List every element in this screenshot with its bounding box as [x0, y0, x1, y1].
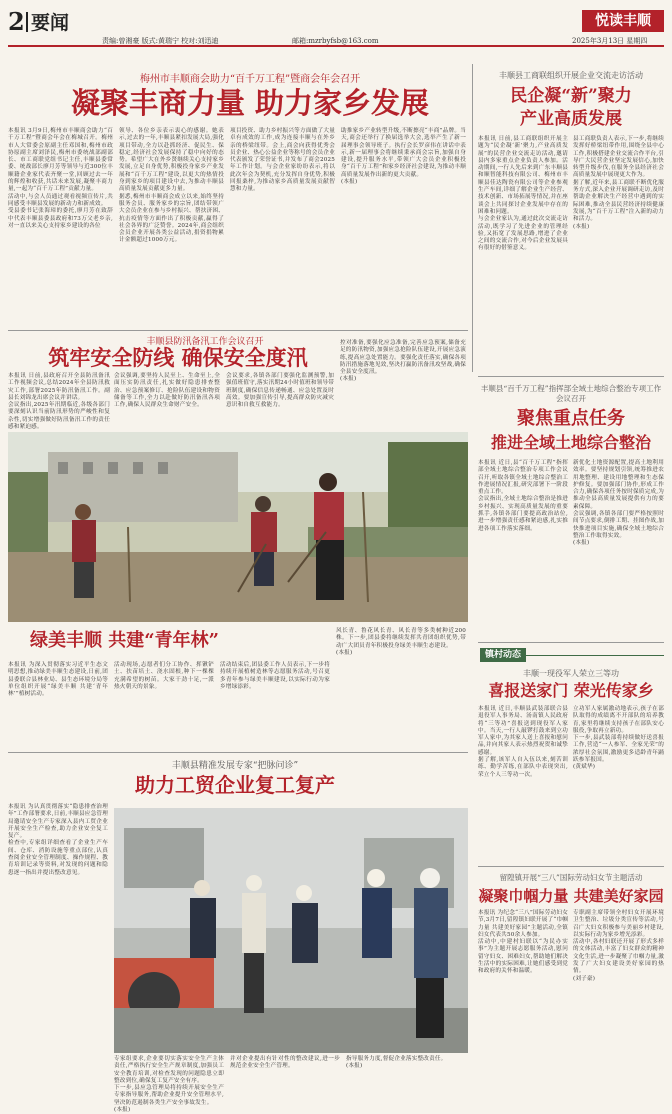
art5-kicker: 丰顺县“百千万工程”指挥部全域土地综合整治专项工作会议召开 [480, 384, 662, 403]
inspection-illustration [114, 808, 468, 1053]
art3-col4: 控对准备,要强化应急准备,完善应急预案,储备充足的防汛物资,加强应急抢险队伍建设,开展应急演练,提高应急处置能力。要强化责任落实,确保各项防汛措施落地见效,坚决打赢防汛备汛攻坚战,确保全县安全度汛。 (本报) [340, 340, 466, 383]
art2-title-line2: 产业高质发展 [520, 109, 622, 129]
divider-horizontal [8, 330, 468, 331]
art5-title-line2: 推进全域土地综合整治 [490, 433, 651, 452]
section-tag-label: 镇村动态 [484, 650, 521, 660]
masthead-rule [8, 45, 664, 47]
art2-kicker: 丰顺县工商联组织开展企业交流走访活动 [499, 71, 643, 80]
art1-col1: 本报讯 3月9日,梅州市丰顺商会助力“百千万工程”暨商会年会在梅城召开。梅州市人大常委会原副主任邓国和,梅州市政协原副主席刘泽民,梅州市委统战部副部长、市工商联党组书记主任,丰顺县委常委、统战部长廖月芳等领导与近300位丰顺籍企业家代表齐聚一堂,回顾过去一年的辉煌和收获,共话未来发展,凝聚丰商力量,一起为“百千万工程”贡献力量。 活动中,与会人员通过观看视频宣传片,共同感受丰顺县发展的新动力和新成效。 受县委书记张海璋的委托,廖月芳在致辞中代表丰顺县委县政府和73万父老乡亲,对一直以来关心支持家乡建设的各位 [8, 128, 113, 229]
art4-col3: 活动结束后,团县委工作人员表示,下一步将持续开展植树造林等志愿服务活动,号召更多青年参与绿美丰顺建设,以实际行动为家乡增绿添彩。 [220, 662, 330, 690]
art6-col2: 专家组要求,企业要切实落实安全生产主体责任,严格执行安全生产规章制度,加强员工安全教育培训,对检查发现的问题隐患立即整改到位,确保复工复产安全有序。 下一步,县应急管理局将持续开展安全生产专家指导服务,帮助企业提升安全管理水平,坚决防范遏制各类生产安全事故发生。 (本报) [114, 1056, 224, 1114]
art4-col2: 活动现场,志愿者们分工协作、挥锹铲土、扶苗培土、浇水固根,种下一棵棵充满希望的树苗。大家干劲十足,一派热火朝天的景象。 [114, 662, 214, 690]
art7-kicker: 留隍镇开展“三八”国际劳动妇女节主题活动 [499, 873, 643, 882]
art6-title: 助力工贸企业复工复产 [135, 773, 335, 797]
brand-name: 悦读丰顺 [595, 13, 651, 29]
inspection-photo [114, 808, 468, 1053]
art2-col1: 本报讯 日前,县工商联组织开展主题为“民企凝‘新’聚力,产业高质发展”的民营企业交流走访活动,邀请县内多家重点企业负责人参加。活动期间,一行人先后来到广东丰顺县和顺智能科技有限公司、梅州市丰顺县佳达陶瓷有限公司等企业参观生产车间,详细了解企业生产经营、技术创新、市场拓展等情况,并在座谈会上共同探讨企业发展中存在的困难和问题。 与会企业家认为,通过此次交流走访活动,既学习了先进企业的管理经验,又拓宽了发展思路,增进了企业之间的交流合作,对今后企业发展具有很好的借鉴意义。 [478, 136, 568, 252]
art1-col2: 领导、各位乡亲表示衷心的感谢。她表示,过去的一年,丰顺县紧扣发展大局,强化项目带动,全力以赴抓经济、促民生、保稳定,经济社会发展保持了稳中向好的态势。希望广大在外乡贤继续关心支持家乡发展,立足自身优势,积极投身家乡产业发展和“百千万工程”建设,以更大的热情投身到家乡的项目建设中去,为推动丰顺县高质量发展贡献更多力量。 据悉,梅州市丰顺商会成立以来,始终坚持服务会员、服务家乡的宗旨,团结带领广大会员企业在参与乡村振兴、帮扶济困、抗击疫情等方面作出了积极贡献,赢得了社会各界的广泛赞誉。2024年,商会组织会员企业开展各类公益活动,捐资捐物累计金额超过1000万元。 [119, 128, 224, 244]
art3-col2: 会议强调,要坚持人民至上、生命至上,全面压实防汛责任,扎实做好隐患排查整治、应急预案修订、抢险队伍建设和物资储备等工作,全力以赴做好防汛备汛各项工作,确保人民群众生命财产安全。 [114, 373, 220, 409]
special-kicker: 丰顺一现役军人荣立三等功 [523, 669, 619, 678]
divider-horizontal [478, 866, 664, 867]
tag-rule [526, 655, 664, 656]
editors-line: 责编:曾湘豪 版式:黄瑞宁 校对:刘迅迪 [102, 37, 219, 45]
art6-col3: 并对企业提出有针对性的整改建议,进一步规范企业安全生产管理。 [230, 1056, 340, 1070]
art7-col2: 专职副主席带领全村妇女开展环境卫生整治、垃圾分类宣传等活动,号召广大妇女积极参与美丽乡村建设,以实际行动为家乡增光添彩。 活动中,各村妇联还开展了形式多样的文体活动,丰富了妇女群众的精神文化生活,进一步凝聚了巾帼力量,激发了广大妇女建设美好家园的热情。 (刘子豪) [573, 910, 664, 982]
art2-title-line1: 民企凝“新”聚力 [510, 86, 632, 106]
art1-col3: 项目投资、助力乡村振兴等方面做了大量卓有成效的工作,成为连接丰顺与在外乡亲的桥梁纽带。会上,商会向获得优秀会员企业、热心公益企业等称号的会员企业代表颁发了荣誉证书,并发布了商会2025年工作计划。与会企业家纷纷表示,将以此次年会为契机,充分发挥自身优势,积极回报桑梓,为推动家乡高质量发展贡献智慧和力量。 [230, 128, 335, 193]
editor-email: 邮箱:mzrbyfsb@163.com [292, 37, 379, 45]
art6-kicker: 丰顺县精准发展专家“把脉问诊” [171, 761, 299, 771]
art1-kicker: 梅州市丰顺商会助力“百千万工程”暨商会年会召开 [139, 74, 361, 85]
art1-title: 凝聚丰商力量 助力家乡发展 [70, 86, 430, 120]
art7-title: 凝聚巾帼力量 共建美好家园 [478, 887, 664, 905]
art1-col4: 助推家乡产业转型升级,不断擦亮“丰商”品牌。当天,商会还举行了换届选举大会,选举产生了新一届理事会领导班子。执行会长罗彦伟在讲话中表示,新一届理事会将继续秉承商会宗旨,加强自身建设,提升服务水平,带领广大会员企业积极投身“百千万工程”和家乡经济社会建设,为推动丰顺高质量发展作出新的更大贡献。 (本报) [341, 128, 466, 186]
photo1-caption: 绿美丰顺 共建“青年林” [30, 630, 219, 651]
art5-col2: 新优化土地资源配置,提高土地利用效率。要坚持规划引领,统筹推进农用地整理、建设用地整理和生态保护修复。要加强部门协作,形成工作合力,确保各项任务按时保质完成,为推动全县高质量发展提供有力的要素保障。 会议强调,各镇各部门要严格按照时间节点要求,倒排工期、挂图作战,加快推进项目实施,确保全域土地综合整治工作取得实效。 (本报) [573, 460, 664, 547]
art3-col1: 本报讯 日前,县政府召开全县防汛备汛工作视频会议,总结2024年全县防汛救灾工作,部署2025年防汛备汛工作。副县长刘锦龙出席会议并讲话。 会议指出,2025年汛期临近,各级各部门要深刻认识当前防汛形势的严峻性和复杂性,切实增强做好防汛备汛工作的责任感和紧迫感。 [8, 373, 110, 431]
section-tag [480, 648, 526, 662]
art4-col4: 风长青、鲁花风长青、风长青等多类树种近200株。下一步,团县委将继续发挥共青团组织优势,带动广大团员青年积极投身绿美丰顺生态建设。 (本报) [336, 628, 466, 656]
art3-kicker: 丰顺县防汛备汛工作会议召开 [146, 337, 264, 347]
special-col2: 立功军人家属激动地表示,孩子在部队取得的成绩离不开部队的培养教育,家里将继续支持孩子在部队安心服役,争取再立新功。 下一步,县武装部将持续做好送喜报工作,营造“一人参军、全家光荣”的浓厚社会氛围,激励更多适龄青年踊跃参军报国。 (黄斌华) [573, 706, 664, 771]
divider-horizontal [478, 376, 664, 377]
page-number: 2 [8, 7, 25, 36]
art4-col1: 本报讯 为深入贯彻落实习近平生态文明思想,推动绿美丰顺生态建设,日前,团县委联合县林业局、县生态环境分局等单位组织开展“绿美丰顺 共建‘青年林’”植树活动。 [8, 662, 108, 698]
divider-horizontal [478, 642, 664, 643]
issue-date: 2025年3月13日 [572, 37, 625, 45]
art3-title: 筑牢安全防线 确保安全度汛 [48, 345, 308, 370]
tree-planting-photo [8, 432, 468, 622]
special-title: 喜报送家门 荣光传家乡 [488, 681, 654, 700]
art6-col1: 本报讯 为认真贯彻落实“隐患排查治理年”工作部署要求,日前,丰顺县应急管理局邀请安全生产专家深入县内工贸企业开展安全生产检查,助力企业安全复工复产。 检查中,专家组详细查看了企业生产车间、仓库、消防设施等重点部位,认真查阅企业安全管理制度、操作规程、教育培训记录等资料,对发现的问题和隐患逐一指出并提出整改意见。 [8, 804, 108, 876]
art5-title-line1: 聚焦重点任务 [517, 408, 625, 429]
art5-col1: 本报讯 近日,县“百千万工程”指挥部全域土地综合整治专项工作会议召开,听取各镇全域土地综合整治工作进展情况汇报,研究部署下一阶段重点工作。 会议指出,全域土地综合整治是推进乡村振兴、实现高质量发展的重要抓手,各镇各部门要提高政治站位,进一步增强责任感和紧迫感,扎实推进各项工作落实落细。 [478, 460, 568, 532]
art6-col4: 指导服务力度,督促企业落实整改责任。 (本报) [346, 1056, 447, 1070]
tree-planting-illustration [8, 432, 468, 622]
section-title: 要闻 [31, 12, 70, 34]
art2-col2: 县工商联负责人表示,下一步,将继续发挥好桥梁纽带作用,围绕全县中心工作,积极搭建企业交流合作平台,引导广大民营企业坚定发展信心,加快转型升级步伐,在服务全县经济社会高质量发展中展现更大作为。 据了解,近年来,县工商联不断优化服务方式,深入企业开展调研走访,及时帮助企业解决生产经营中遇到的实际困难,推动全县民营经济持续健康发展,为“百千万工程”注入新的动力和活力。 (本报) [573, 136, 664, 230]
divider [26, 12, 28, 32]
brand-box [582, 10, 664, 32]
special-col1: 本报讯 近日,丰顺县武装部联合县退役军人事务局、汤南镇人民政府将“三等功”喜报送到现役军人家中。当天,一行人敲锣打鼓来到立功军人家中,为其家人送上喜报和慰问品,并向其家人表示热烈祝贺和诚挚感谢。 据了解,该军人自入伍以来,刻苦训练、勤学苦练,在部队中表现突出,荣立个人三等功一次。 [478, 706, 568, 778]
divider-vertical [472, 64, 473, 372]
art7-col1: 本报讯 为纪念“三八”国际劳动妇女节,3月7日,留隍镇妇联开展了“巾帼力量 共建美好家园”主题活动,全镇妇女代表共50余人参加。 活动中,中建村妇联以“为民办实事”为主题开展志愿服务活动,慰问留守妇女、困难妇女,帮助她们解决生活中的实际困难,让她们感受到党和政府的关怀和温暖。 [478, 910, 568, 975]
art3-col3: 会议要求,各镇各部门要强化监测预警,加强值班值守,落实汛期24小时值班和领导带班制度,确保信息传递畅通、应急处置及时高效。要加强宣传引导,提高群众防灾减灾意识和自救互救能力。 [226, 373, 334, 409]
issue-weekday: 星期四 [626, 37, 648, 45]
divider-horizontal [8, 752, 468, 753]
